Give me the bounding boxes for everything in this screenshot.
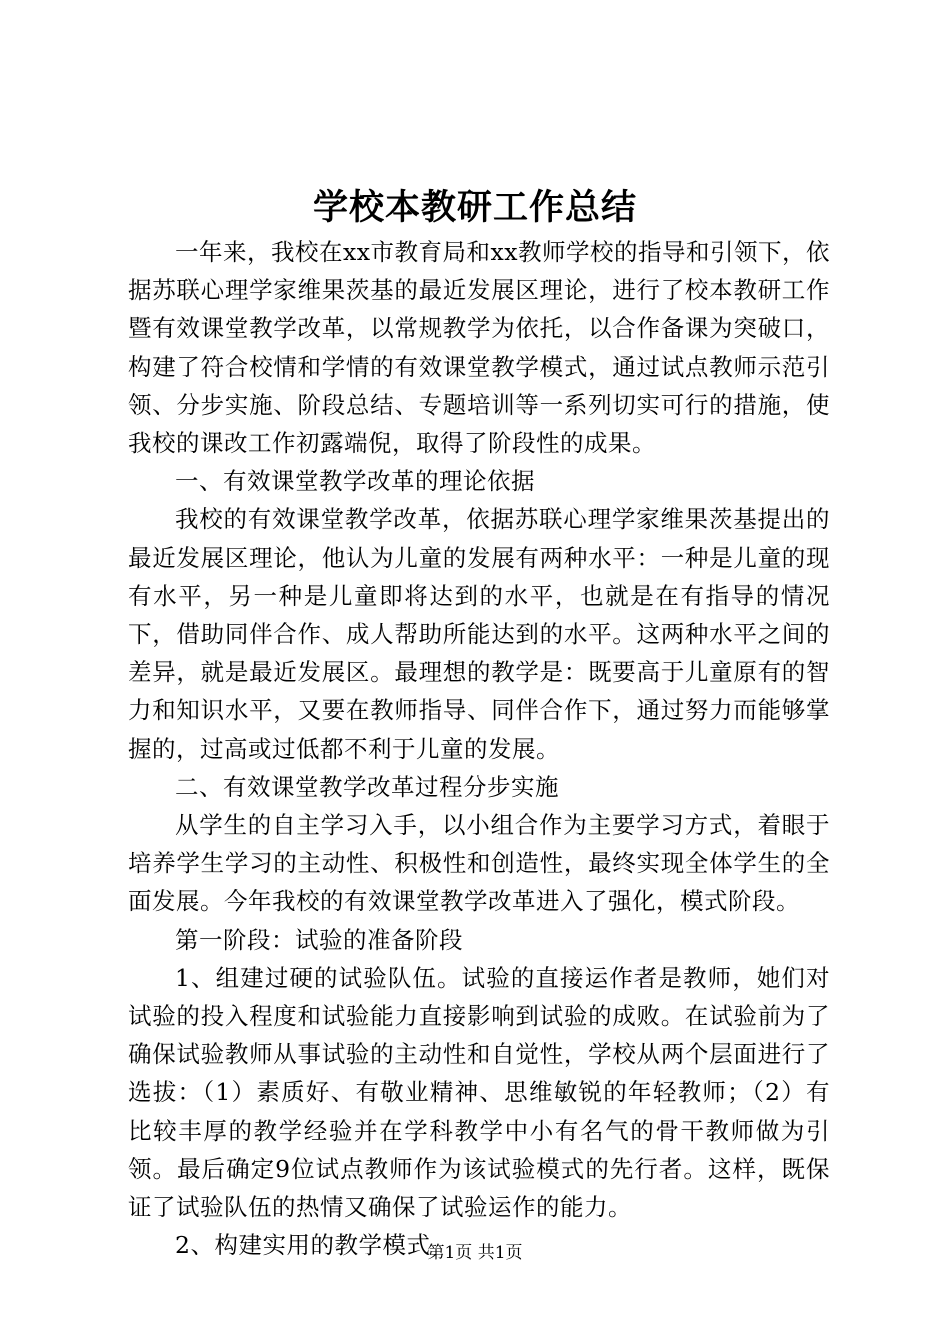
theory-paragraph: 我校的有效课堂教学改革，依据苏联心理学家维果茨基提出的最近发展区理论，他认为儿童的发展有两种水平：一种是儿童的现有水平，另一种是儿童即将达到的水平，也就是在有指导的情况下，借助同伴合作、成人帮助所能达到的水平。这两种水平之间的差异，就是最近发展区。最理想的教学是：既要高于儿童原有的智力和知识水平，又要在教师指导、同伴合作下，通过努力而能够掌握的，过高或过低都不利于儿童的发展。 bbox=[128, 505, 830, 763]
page-footer: 第1页 共1页 bbox=[427, 1243, 523, 1263]
model-heading: 2、构建实用的教学模式 bbox=[175, 1231, 431, 1260]
implementation-paragraph: 从学生的自主学习入手，以小组合作为主要学习方式，着眼于培养学生学习的主动性、积极性和创造性，最终实现全体学生的全面发展。今年我校的有效课堂教学改革进入了强化，模式阶段。 bbox=[128, 811, 830, 916]
stage-heading-1: 第一阶段：试验的准备阶段 bbox=[175, 925, 463, 954]
team-paragraph: 1、组建过硬的试验队伍。试验的直接运作者是教师，她们对试验的投入程度和试验能力直接影响到试验的成败。在试验前为了确保试验教师从事试验的主动性和自觉性，学校从两个层面进行了选拔：（1）素质好、有敬业精神、思维敏锐的年轻教师；（2）有比较丰厚的教学经验并在学科教学中小有名气的骨干教师做为引领。最后确定9位试点教师作为该试验模式的先行者。这样，既保证了试验队伍的热情又确保了试验运作的能力。 bbox=[128, 963, 830, 1222]
section-heading-2: 二、有效课堂教学改革过程分步实施 bbox=[175, 772, 559, 801]
document-body bbox=[128, 233, 830, 1264]
document-title: 学校本教研工作总结 bbox=[312, 187, 637, 228]
intro-paragraph: 一年来，我校在xx市教育局和xx教师学校的指导和引领下，依据苏联心理学家维果茨基的最近发展区理论，进行了校本教研工作暨有效课堂教学改革，以常规教学为依托，以合作备课为突破口，构建了符合校情和学情的有效课堂教学模式，通过试点教师示范引领、分步实施、阶段总结、专题培训等一系列切实可行的措施，使我校的课改工作初露端倪，取得了阶段性的成果。 bbox=[128, 238, 831, 458]
section-heading-1: 一、有效课堂教学改革的理论依据 bbox=[175, 467, 535, 496]
